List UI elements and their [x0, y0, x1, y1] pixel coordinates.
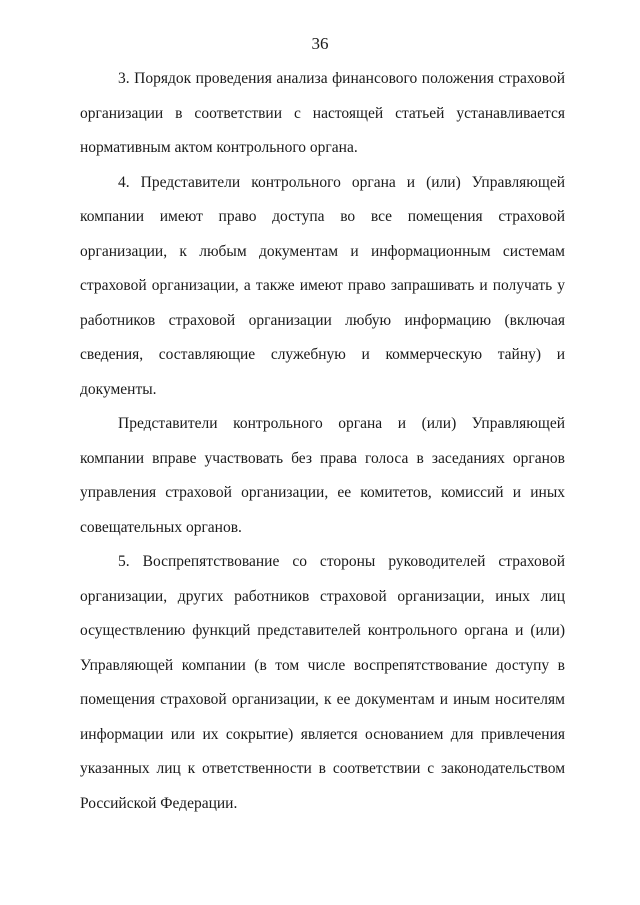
paragraph-4: 4. Представители контрольного органа и (или) Управляющей компании имеют право доступа во все помещения страховой организации, к любым документам и информационным системам страховой организации, а также имеют право запрашивать и получать у работников страховой организации любую информацию (включая сведения, составляющие служебную и коммерческую тайну) и документы.	[80, 173, 565, 398]
page-number: 36	[311, 34, 329, 53]
paragraph-5: 5. Воспрепятствование со стороны руководителей страховой организации, других работников страховой организации, иных лиц осуществлению функций представителей контрольного органа и (или) Управляющей компании (в том числе воспрепятствование доступу в помещения страховой организации, к ее документам и иным носителям информации или их сокрытие) является основанием для привлечения указанных лиц к ответственности в соответствии с законодательством Российской Федерации.	[80, 553, 565, 812]
document-body	[80, 62, 565, 821]
paragraph-3: 3. Порядок проведения анализа финансового положения страховой организации в соответствии с настоящей статьей устанавливается нормативным актом контрольного органа.	[80, 70, 565, 156]
paragraph-4-continued: Представители контрольного органа и (или) Управляющей компании вправе участвовать без права голоса в заседаниях органов управления страховой организации, ее комитетов, комиссий и иных совещательных органов.	[80, 415, 565, 536]
